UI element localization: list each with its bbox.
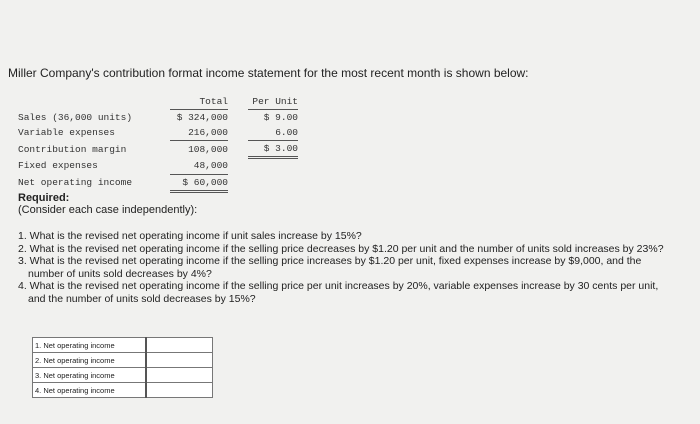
row-label: Contribution margin <box>18 143 127 155</box>
answer-label: 3. Net operating income <box>33 368 147 383</box>
required-title: Required: <box>18 192 70 204</box>
row-per-unit: $ 3.00 <box>248 141 298 158</box>
header-total: Total <box>170 94 228 110</box>
questions-list <box>18 230 678 305</box>
statement-row <box>18 174 298 191</box>
row-total: 216,000 <box>170 125 228 141</box>
answer-label: 2. Net operating income <box>33 353 147 368</box>
row-label: Variable expenses <box>18 127 115 139</box>
answer-label: 1. Net operating income <box>33 338 147 353</box>
row-label: Fixed expenses <box>18 160 98 172</box>
statement-row <box>18 141 298 158</box>
intro-text: Miller Company's contribution format income statement for the most recent month is shown below: <box>8 66 529 80</box>
row-total: 108,000 <box>188 143 228 155</box>
row-per-unit: 6.00 <box>248 125 298 141</box>
header-per-unit: Per Unit <box>248 94 298 110</box>
row-per-unit: $ 9.00 <box>263 112 298 123</box>
row-total: $ 60,000 <box>170 174 228 191</box>
row-label: Sales (36,000 units) <box>18 111 133 123</box>
answer-input-4[interactable] <box>146 383 213 398</box>
row-total: $ 324,000 <box>176 112 228 123</box>
question-item: 1. What is the revised net operating income if unit sales increase by 15%? <box>18 230 362 242</box>
question-item: 3. What is the revised net operating income if the selling price increases by $1.20 per unit, fixed expenses increase by $9,000, and the number of units sold decreases by 4%? <box>18 255 642 280</box>
required-section <box>18 192 197 216</box>
income-statement-table <box>18 94 298 193</box>
answer-row <box>33 383 213 398</box>
answer-input-1[interactable] <box>146 338 213 353</box>
row-per-unit <box>248 158 298 175</box>
answers-table <box>32 337 213 398</box>
statement-row <box>18 125 298 141</box>
answer-row <box>33 353 213 368</box>
answer-row <box>33 368 213 383</box>
statement-row <box>18 158 298 175</box>
answer-row <box>33 338 213 353</box>
statement-header-row <box>18 94 298 110</box>
answer-input-3[interactable] <box>146 368 213 383</box>
row-total: 48,000 <box>170 158 228 175</box>
answer-input-2[interactable] <box>146 353 213 368</box>
statement-row <box>18 110 298 126</box>
required-note: (Consider each case independently): <box>18 204 198 216</box>
question-item: 2. What is the revised net operating income if the selling price decreases by $1.20 per unit and the number of units sold increases by 23%? <box>18 242 664 255</box>
row-per-unit <box>248 174 298 191</box>
row-label: Net operating income <box>18 177 133 188</box>
question-item: 4. What is the revised net operating income if the selling price per unit increases by 20%, variable expenses increase by 30 cents per unit, and the number of units sold decreases by 15%? <box>18 280 659 305</box>
answer-label: 4. Net operating income <box>33 383 147 398</box>
